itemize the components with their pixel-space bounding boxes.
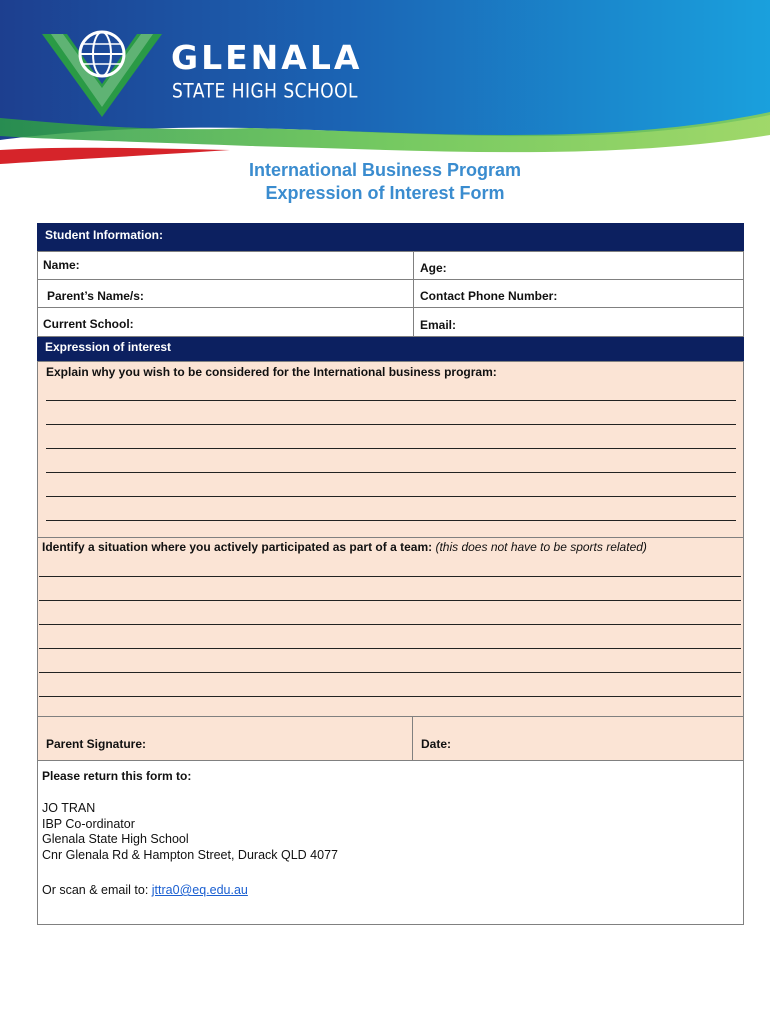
return-email-link[interactable]: jttra0@eq.edu.au [151, 883, 248, 897]
return-contact-role: IBP Co-ordinator [42, 816, 135, 831]
school-logo-icon [37, 22, 167, 122]
student-info-header: Student Information: [37, 223, 744, 251]
return-info-block [37, 760, 744, 925]
contact-phone-field[interactable] [413, 279, 744, 308]
return-street-address: Cnr Glenala Rd & Hampton Street, Durack QLD 4077 [42, 847, 338, 862]
question1-block[interactable] [37, 361, 744, 538]
answer-line [46, 400, 736, 401]
answer-line [46, 472, 736, 473]
current-school-label: Current School: [43, 317, 134, 331]
name-label: Name: [43, 258, 80, 272]
age-label: Age: [420, 261, 447, 275]
current-school-field[interactable] [37, 307, 414, 337]
age-field[interactable] [413, 251, 744, 280]
answer-line [46, 520, 736, 521]
return-school: Glenala State High School [42, 832, 189, 846]
return-address [42, 801, 338, 863]
question2-label: Identify a situation where you actively participated as part of a team: (this does not have to be sports related) [42, 540, 647, 554]
answer-line [39, 672, 741, 673]
question1-label: Explain why you wish to be considered for the International business program: [46, 365, 497, 379]
email-label: Email: [420, 318, 457, 332]
email-field[interactable] [413, 307, 744, 337]
answer-line [46, 424, 736, 425]
answer-line [39, 648, 741, 649]
contact-phone-label: Contact Phone Number: [420, 289, 558, 303]
parent-signature-field[interactable] [37, 716, 413, 761]
parent-signature-label: Parent Signature: [46, 737, 147, 751]
form-title-line1: International Business Program [248, 160, 522, 180]
answer-line [39, 624, 741, 625]
return-contact-name: JO TRAN [42, 801, 96, 815]
scan-email-text: Or scan & email to: [42, 883, 149, 897]
date-field[interactable] [412, 716, 744, 761]
parent-name-field[interactable] [37, 279, 414, 308]
question2-block[interactable] [37, 537, 744, 717]
school-name: GLENALA [171, 38, 363, 77]
form-title-line2: Expression of Interest Form [265, 183, 505, 203]
answer-line [46, 448, 736, 449]
name-field[interactable] [37, 251, 414, 280]
school-banner [0, 0, 770, 175]
answer-line [39, 576, 741, 577]
answer-line [46, 496, 736, 497]
expression-header: Expression of interest [37, 337, 744, 361]
answer-line [39, 600, 741, 601]
answer-line [39, 696, 741, 697]
question2-note: (this does not have to be sports related) [435, 540, 647, 554]
scan-email-line [42, 883, 248, 897]
date-label: Date: [421, 737, 452, 751]
school-subtitle: STATE HIGH SCHOOL [172, 80, 359, 103]
parent-name-label: Parent’s Name/s: [47, 289, 144, 303]
return-heading: Please return this form to: [42, 769, 192, 783]
